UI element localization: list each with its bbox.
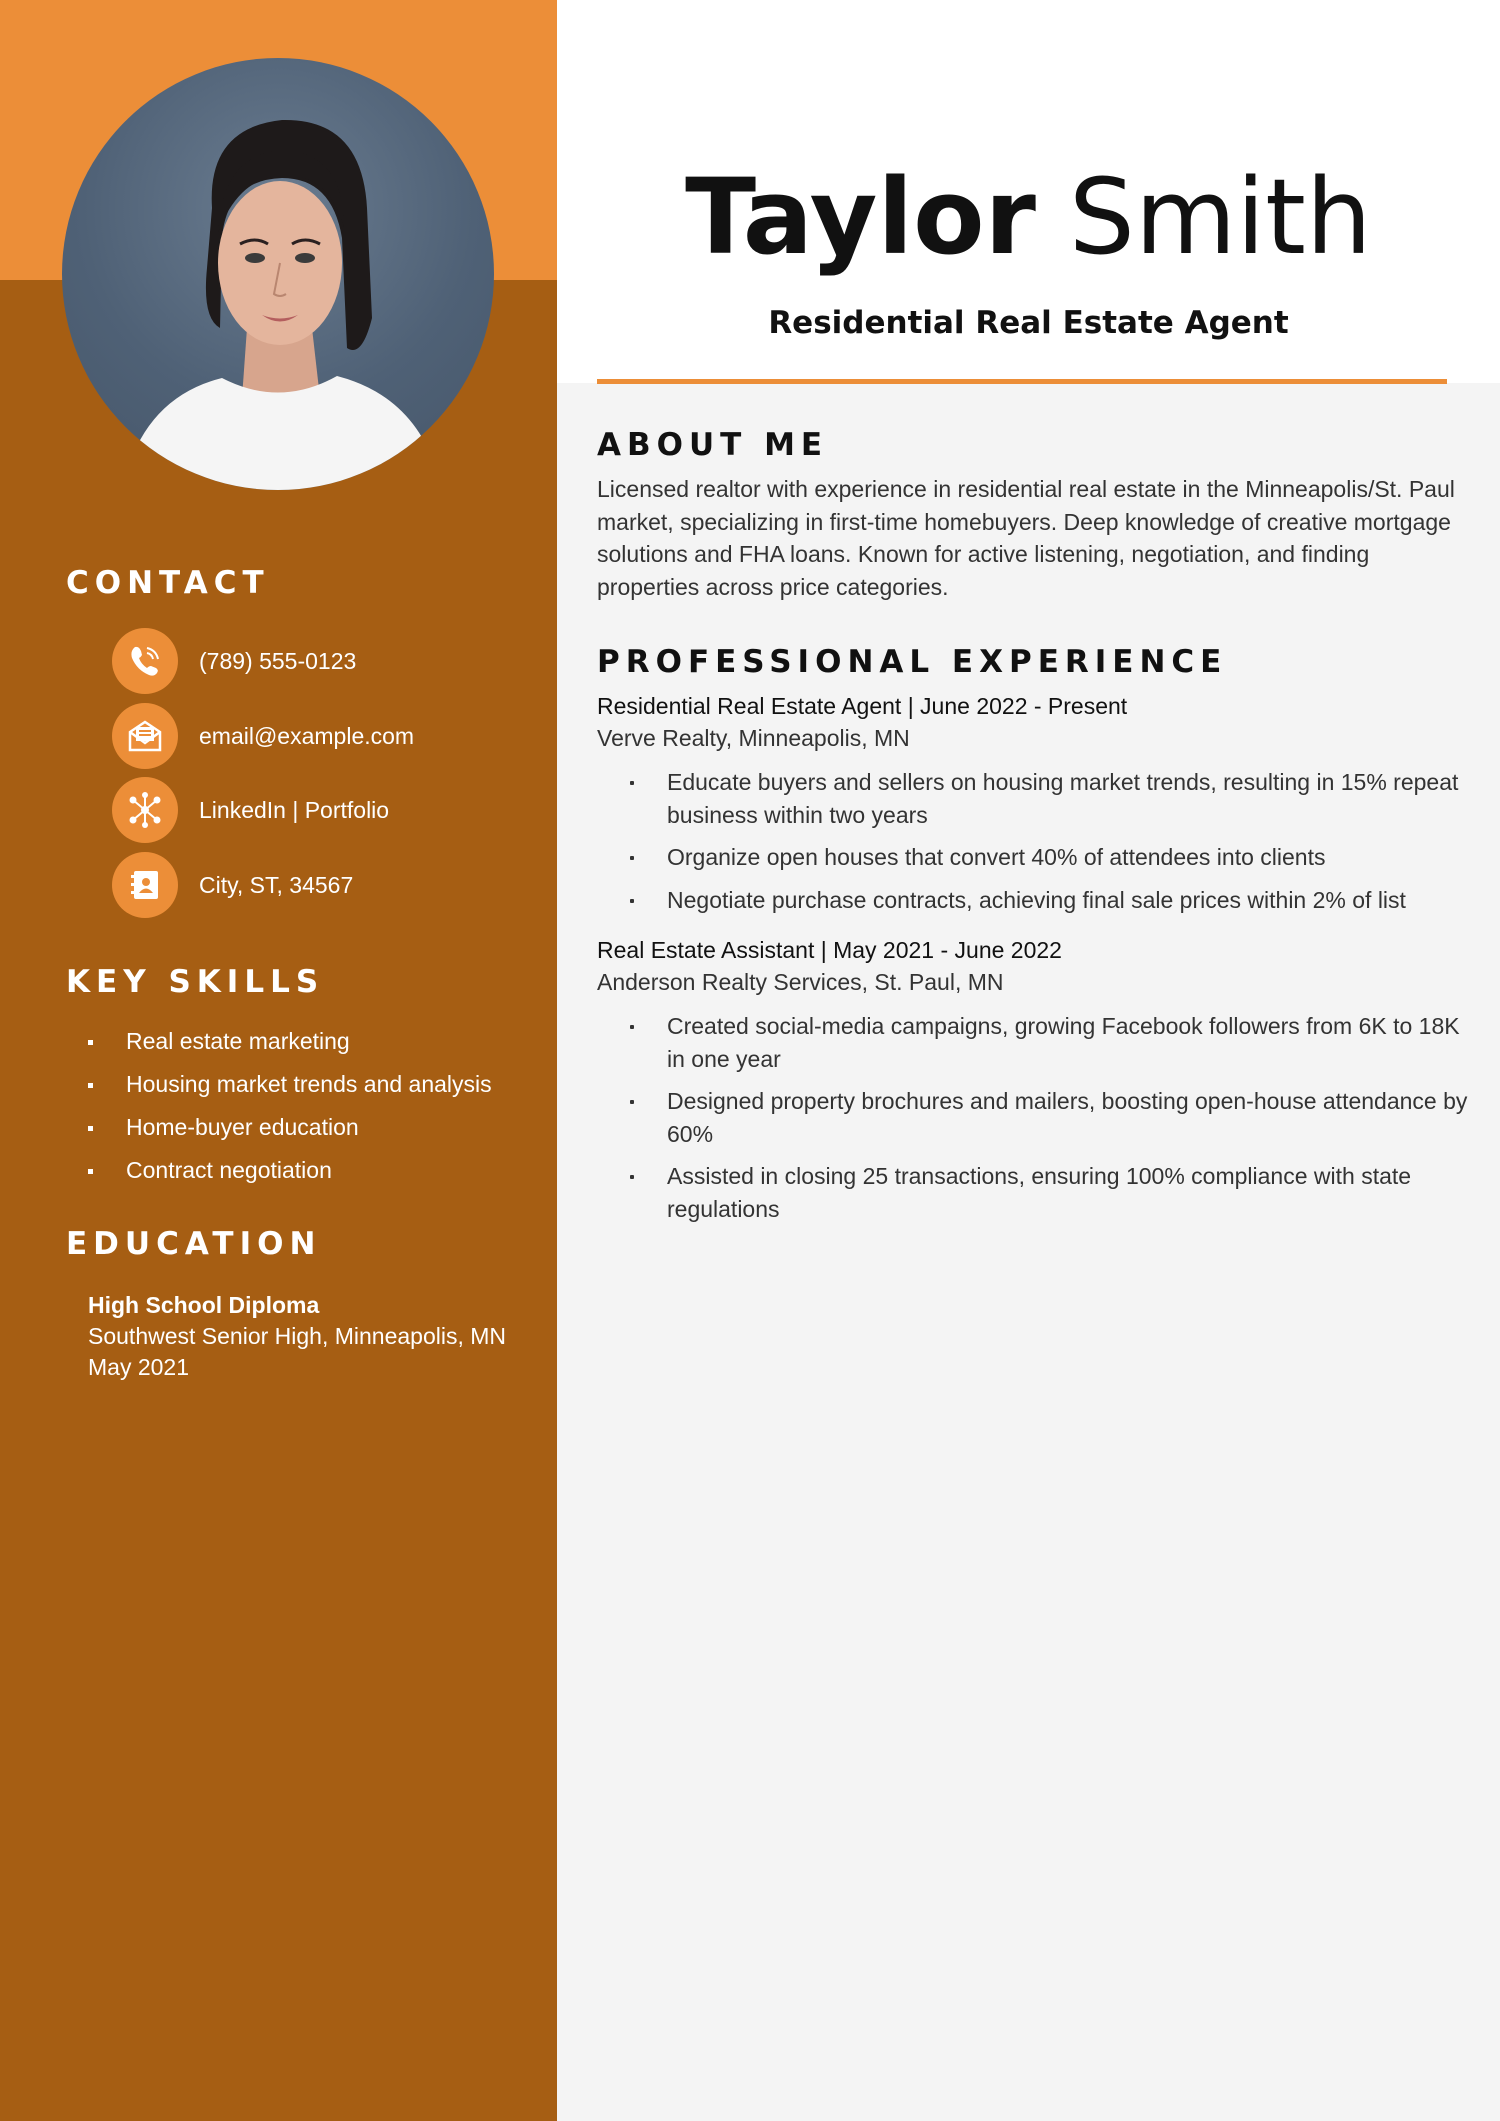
- education-entry: [88, 1290, 506, 1383]
- contact-phone-text: (789) 555-0123: [199, 647, 357, 674]
- job-company: Anderson Realty Services, St. Paul, MN: [597, 969, 1004, 995]
- education-school: Southwest Senior High, Minneapolis, MN: [88, 1323, 507, 1349]
- job-bullet: Created social-media campaigns, growing Facebook followers from 6K to 18K in one year: [597, 1010, 1477, 1075]
- network-icon: [112, 777, 178, 843]
- job-company: Verve Realty, Minneapolis, MN: [597, 725, 910, 751]
- contact-phone[interactable]: [112, 628, 356, 694]
- contact-address-text: City, ST, 34567: [199, 871, 354, 898]
- job-bullet: Assisted in closing 25 transactions, ensuring 100% compliance with state regulations: [597, 1160, 1477, 1225]
- contact-heading: CONTACT: [66, 565, 270, 601]
- job-title: Real Estate Assistant | May 2021 - June 2022: [597, 937, 1062, 963]
- profile-photo: [62, 58, 494, 490]
- education-date: May 2021: [88, 1354, 190, 1380]
- skills-heading: KEY SKILLS: [66, 964, 325, 1000]
- experience-heading: PROFESSIONAL EXPERIENCE: [597, 644, 1228, 680]
- job-bullet: Designed property brochures and mailers, boosting open-house attendance by 60%: [597, 1085, 1477, 1150]
- skill-item: Real estate marketing: [88, 1024, 492, 1067]
- last-name: Smith: [1068, 156, 1372, 278]
- contact-links[interactable]: [112, 777, 389, 843]
- header-divider: [597, 379, 1447, 384]
- job-bullets: [597, 1010, 1477, 1225]
- contact-links-text: LinkedIn | Portfolio: [199, 796, 390, 823]
- contact-email-text: email@example.com: [199, 722, 415, 749]
- contact-address[interactable]: [112, 852, 353, 918]
- contact-email[interactable]: [112, 703, 414, 769]
- about-heading: ABOUT ME: [597, 427, 829, 463]
- job-bullet: Educate buyers and sellers on housing market trends, resulting in 15% repeat business within two years: [597, 766, 1477, 831]
- first-name: Taylor: [685, 156, 1036, 278]
- address-book-icon: [112, 852, 178, 918]
- education-heading: EDUCATION: [66, 1226, 322, 1262]
- job-bullet: Organize open houses that convert 40% of attendees into clients: [597, 841, 1477, 874]
- education-degree: High School Diploma: [88, 1292, 320, 1318]
- about-text: Licensed realtor with experience in residential real estate in the Minneapolis/St. Paul market, specializing in first-time homebuyers. Deep knowledge of creative mortgage solutions and FHA loans. Known for active listening, negotiation, and finding properties across price categories.: [597, 476, 1455, 600]
- job-role: Residential Real Estate Agent: [768, 305, 1289, 341]
- email-icon: [112, 703, 178, 769]
- skills-list: [88, 1024, 492, 1196]
- person-name: [557, 156, 1500, 278]
- job-title: Residential Real Estate Agent | June 2022 - Present: [597, 693, 1128, 719]
- skill-item: Contract negotiation: [88, 1153, 492, 1196]
- job-bullets: [597, 766, 1477, 916]
- job-entry: [597, 934, 1477, 1235]
- phone-icon: [112, 628, 178, 694]
- job-entry: [597, 690, 1477, 926]
- job-bullet: Negotiate purchase contracts, achieving final sale prices within 2% of list: [597, 884, 1477, 917]
- skill-item: Home-buyer education: [88, 1110, 492, 1153]
- skill-item: Housing market trends and analysis: [88, 1067, 492, 1110]
